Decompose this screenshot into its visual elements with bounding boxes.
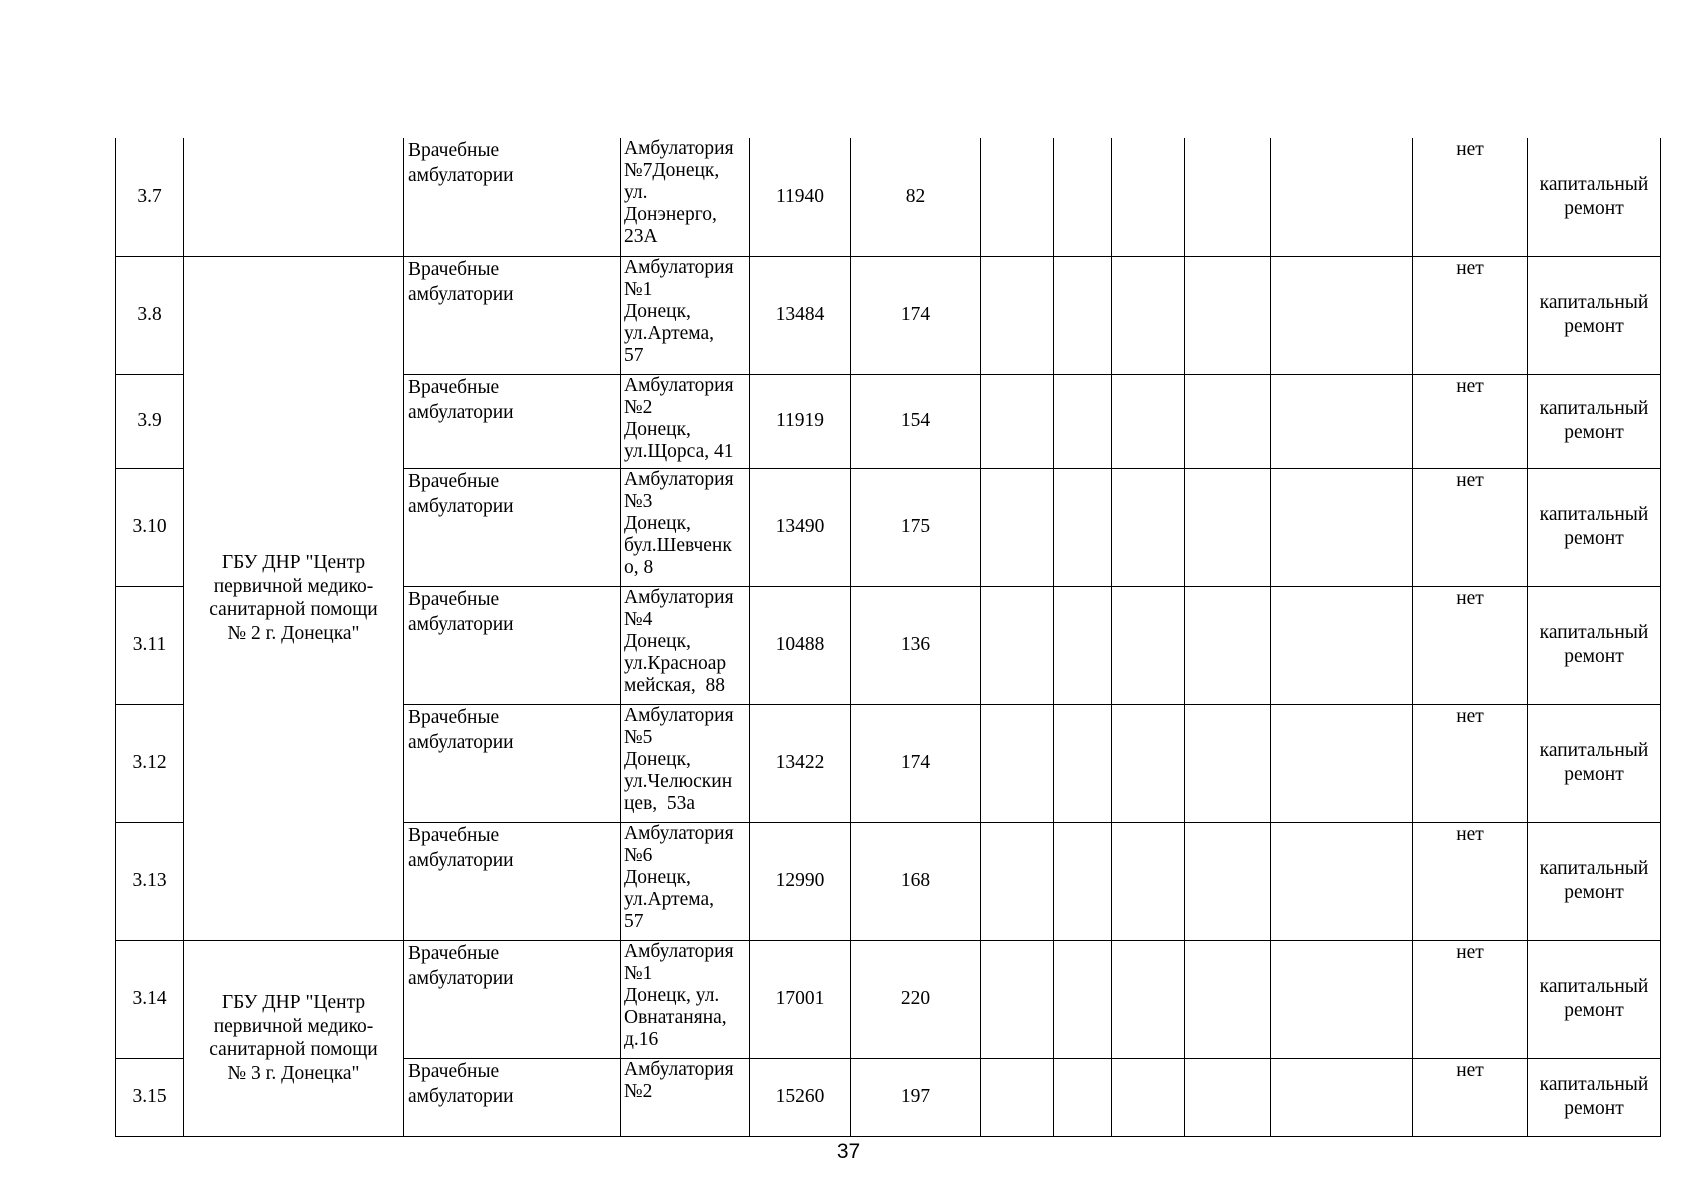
row-number: 3.9: [116, 374, 184, 468]
empty-cell: [1271, 468, 1413, 586]
work-type-text: капитальный ремонт: [1539, 976, 1649, 1021]
empty-cell: [1112, 256, 1185, 374]
address-line: №4: [624, 608, 653, 630]
work-type: [1528, 1058, 1661, 1136]
facility-type: [404, 256, 621, 374]
facility-address: [621, 468, 750, 586]
organization-line: ГБУ ДНР "Центр: [221, 992, 366, 1013]
address-line: Амбулатория: [624, 586, 734, 608]
facility-type-text: Врачебные амбулатории: [408, 470, 514, 517]
address-line: №5: [624, 726, 653, 748]
organization-line: ГБУ ДНР "Центр: [221, 552, 366, 573]
availability-flag: нет: [1413, 822, 1528, 940]
availability-flag: нет: [1413, 374, 1528, 468]
address-line: ул.Красноар: [624, 652, 727, 674]
address-line: 57: [624, 910, 644, 932]
row-number: 3.10: [116, 468, 184, 586]
empty-cell: [1112, 468, 1185, 586]
clinics-table: [115, 138, 1661, 1137]
address-line: 57: [624, 344, 644, 366]
organization-line: первичной медико-: [213, 575, 374, 597]
empty-cell: [1271, 374, 1413, 468]
address-line: №1: [624, 962, 653, 984]
address-line: №7Донецк,: [624, 160, 720, 181]
address-line: Амбулатория: [624, 256, 734, 278]
facility-address: [621, 1058, 750, 1136]
value-2: 168: [851, 822, 981, 940]
empty-cell: [1185, 256, 1271, 374]
empty-cell: [1185, 940, 1271, 1058]
empty-cell: [1271, 586, 1413, 704]
empty-cell: [1054, 256, 1112, 374]
address-line: Донецк,: [624, 418, 691, 440]
work-type-text: капитальный ремонт: [1539, 622, 1649, 667]
address-line: о, 8: [624, 556, 654, 578]
value-1: 11940: [750, 138, 851, 256]
facility-type: [404, 586, 621, 704]
address-line: д.16: [624, 1028, 659, 1050]
address-line: Амбулатория: [624, 468, 734, 490]
empty-cell: [1271, 138, 1413, 256]
empty-cell: [1112, 940, 1185, 1058]
value-2: 197: [851, 1058, 981, 1136]
work-type-text: капитальный ремонт: [1539, 292, 1649, 337]
empty-cell: [1054, 822, 1112, 940]
address-line: Амбулатория: [624, 940, 734, 962]
empty-cell: [981, 586, 1054, 704]
address-line: Амбулатория: [624, 822, 734, 844]
work-type-text: капитальный ремонт: [1539, 740, 1649, 785]
address-line: №3: [624, 490, 653, 512]
empty-cell: [1271, 940, 1413, 1058]
facility-type: [404, 822, 621, 940]
empty-cell: [1054, 1058, 1112, 1136]
address-line: Донецк,: [624, 300, 691, 322]
table-row: [116, 138, 1661, 256]
empty-cell: [981, 940, 1054, 1058]
availability-flag: нет: [1413, 256, 1528, 374]
work-type: [1528, 374, 1661, 468]
work-type-text: капитальный ремонт: [1539, 858, 1649, 903]
address-line: Амбулатория: [624, 138, 734, 159]
facility-address: [621, 138, 750, 256]
address-line: ул.Артема,: [624, 322, 714, 344]
work-type: [1528, 940, 1661, 1058]
empty-cell: [1185, 704, 1271, 822]
facility-type-text: Врачебные амбулатории: [408, 588, 514, 635]
facility-type-text: Врачебные амбулатории: [408, 824, 514, 871]
availability-flag: нет: [1413, 704, 1528, 822]
value-1: 17001: [750, 940, 851, 1058]
empty-cell: [1112, 374, 1185, 468]
address-line: Амбулатория: [624, 1058, 734, 1080]
value-2: 220: [851, 940, 981, 1058]
facility-type: [404, 468, 621, 586]
address-line: Овнатаняна,: [624, 1006, 727, 1028]
row-number: 3.14: [116, 940, 184, 1058]
work-type-text: капитальный ремонт: [1539, 504, 1649, 549]
address-line: №1: [624, 278, 653, 300]
address-line: мейская, 88: [624, 674, 726, 696]
facility-address: [621, 256, 750, 374]
work-type: [1528, 256, 1661, 374]
empty-cell: [1054, 138, 1112, 256]
facility-address: [621, 704, 750, 822]
facility-type-text: Врачебные амбулатории: [408, 942, 514, 989]
organization-cell: [184, 256, 404, 940]
empty-cell: [1054, 940, 1112, 1058]
empty-cell: [1271, 822, 1413, 940]
empty-cell: [1054, 586, 1112, 704]
facility-address: [621, 374, 750, 468]
facility-type: [404, 138, 621, 256]
empty-cell: [1185, 374, 1271, 468]
empty-cell: [981, 374, 1054, 468]
work-type-text: капитальный ремонт: [1539, 398, 1649, 443]
facility-type: [404, 374, 621, 468]
empty-cell: [981, 1058, 1054, 1136]
work-type-text: капитальный ремонт: [1539, 1074, 1649, 1119]
value-2: 136: [851, 586, 981, 704]
facility-address: [621, 822, 750, 940]
empty-cell: [981, 138, 1054, 256]
table-row: [116, 256, 1661, 374]
organization-line: санитарной помощи: [209, 1039, 378, 1060]
empty-cell: [1185, 138, 1271, 256]
empty-cell: [1185, 1058, 1271, 1136]
empty-cell: [1185, 468, 1271, 586]
row-number: 3.11: [116, 586, 184, 704]
empty-cell: [1112, 822, 1185, 940]
address-line: ул.Артема,: [624, 888, 714, 910]
work-type: [1528, 704, 1661, 822]
facility-type: [404, 940, 621, 1058]
address-line: 23А: [624, 226, 658, 247]
empty-cell: [1271, 704, 1413, 822]
value-1: 12990: [750, 822, 851, 940]
address-line: ул.: [624, 182, 648, 203]
organization-line: санитарной помощи: [209, 599, 378, 620]
facility-address: [621, 586, 750, 704]
address-line: Донецк,: [624, 866, 691, 888]
address-line: бул.Шевченк: [624, 534, 732, 556]
organization-cell: [184, 940, 404, 1136]
row-number: 3.12: [116, 704, 184, 822]
empty-cell: [981, 822, 1054, 940]
availability-flag: нет: [1413, 468, 1528, 586]
row-number: 3.15: [116, 1058, 184, 1136]
organization-line: первичной медико-: [213, 1015, 374, 1037]
organization-line: № 3 г. Донецка": [227, 1062, 360, 1084]
value-2: 174: [851, 704, 981, 822]
value-1: 11919: [750, 374, 851, 468]
empty-cell: [1185, 586, 1271, 704]
work-type: [1528, 468, 1661, 586]
address-line: Амбулатория: [624, 374, 734, 396]
value-1: 13490: [750, 468, 851, 586]
empty-cell: [1054, 374, 1112, 468]
work-type-text: капитальный ремонт: [1539, 173, 1649, 219]
empty-cell: [1112, 586, 1185, 704]
row-number: 3.13: [116, 822, 184, 940]
availability-flag: нет: [1413, 138, 1528, 256]
empty-cell: [1185, 822, 1271, 940]
address-line: Амбулатория: [624, 704, 734, 726]
empty-cell: [1112, 138, 1185, 256]
work-type: [1528, 138, 1661, 256]
value-2: 174: [851, 256, 981, 374]
address-line: Донецк,: [624, 748, 691, 770]
address-line: цев, 53а: [624, 792, 696, 814]
facility-type-text: Врачебные амбулатории: [408, 376, 514, 423]
empty-cell: [1054, 704, 1112, 822]
address-line: Донэнерго,: [624, 204, 717, 225]
value-1: 13484: [750, 256, 851, 374]
empty-cell: [1112, 1058, 1185, 1136]
value-1: 15260: [750, 1058, 851, 1136]
address-line: Донецк,: [624, 512, 691, 534]
empty-cell: [1112, 704, 1185, 822]
facility-type: [404, 704, 621, 822]
address-line: Донецк, ул.: [624, 984, 720, 1006]
address-line: ул.Челюскин: [624, 770, 733, 792]
availability-flag: нет: [1413, 1058, 1528, 1136]
empty-cell: [1054, 468, 1112, 586]
work-type: [1528, 822, 1661, 940]
work-type: [1528, 586, 1661, 704]
empty-cell: [981, 704, 1054, 822]
value-2: 82: [851, 138, 981, 256]
value-2: 175: [851, 468, 981, 586]
organization-line: № 2 г. Донецка": [227, 622, 360, 644]
facility-type: [404, 1058, 621, 1136]
page-number: 37: [836, 1140, 861, 1163]
address-line: №6: [624, 844, 653, 866]
availability-flag: нет: [1413, 940, 1528, 1058]
facility-type-text: Врачебные амбулатории: [408, 258, 514, 305]
empty-cell: [1271, 1058, 1413, 1136]
address-line: №2: [624, 396, 653, 418]
empty-cell: [1271, 256, 1413, 374]
empty-cell: [981, 256, 1054, 374]
address-line: №2: [624, 1080, 653, 1102]
organization-cell: [184, 138, 404, 256]
empty-cell: [981, 468, 1054, 586]
value-1: 10488: [750, 586, 851, 704]
table-row: [116, 940, 1661, 1058]
facility-address: [621, 940, 750, 1058]
address-line: ул.Щорса, 41: [624, 440, 734, 462]
facility-type-text: Врачебные амбулатории: [408, 706, 514, 753]
value-1: 13422: [750, 704, 851, 822]
facility-type-text: Врачебные амбулатории: [408, 1060, 514, 1107]
row-number: 3.8: [116, 256, 184, 374]
value-2: 154: [851, 374, 981, 468]
availability-flag: нет: [1413, 586, 1528, 704]
address-line: Донецк,: [624, 630, 691, 652]
facility-type-text: Врачебные амбулатории: [408, 140, 514, 186]
row-number: 3.7: [116, 138, 184, 256]
